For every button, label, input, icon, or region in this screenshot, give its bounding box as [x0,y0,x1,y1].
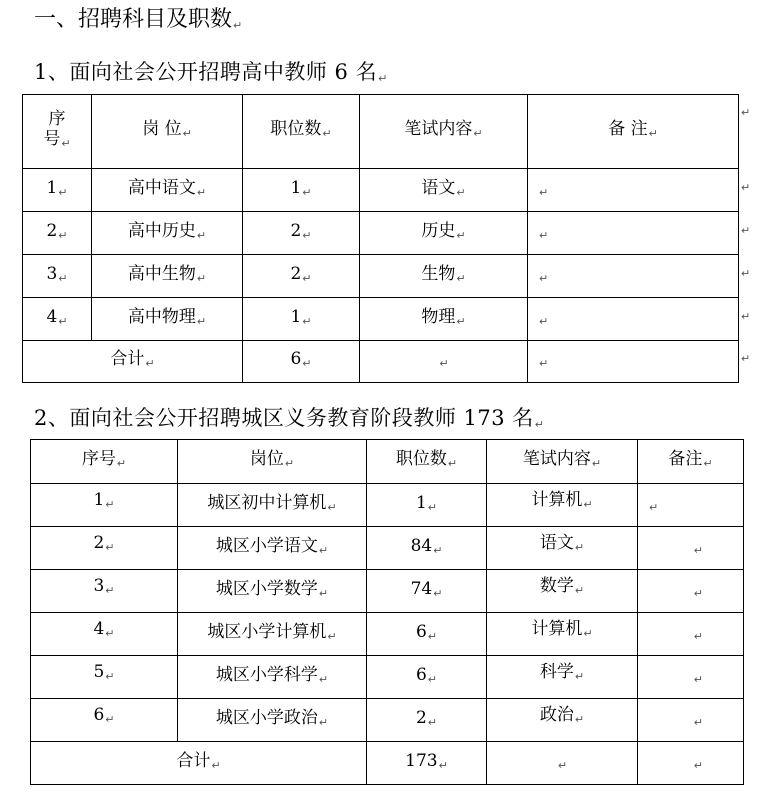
table-row: 4↵ 城区小学计算机↵ 6↵ 计算机↵ ↵ [31,613,744,656]
header-note: 备注↵ [638,440,744,484]
part1-heading: 1、面向社会公开招聘高中教师 6 名↵ [34,60,388,85]
row-end-mark: ↵ [741,106,751,119]
header-exam: 笔试内容↵ [360,95,528,169]
total-count: 173↵ [367,742,487,785]
total-row: 合计↵ 6↵ ↵ ↵ [23,341,739,383]
paragraph-mark: ↵ [378,72,388,85]
table-row: 4↵ 高中物理↵ 1↵ 物理↵ ↵ [23,298,739,341]
row-end-mark: ↵ [741,352,751,365]
row-end-mark: ↵ [741,267,751,280]
section-title: 一、招聘科目及职数↵ [34,7,243,32]
part2-heading: 2、面向社会公开招聘城区义务教育阶段教师 173 名↵ [34,406,545,431]
header-post: 岗 位↵ [92,95,243,169]
primary-middle-table [30,439,744,785]
paragraph-mark: ↵ [233,19,243,32]
header-seq: 序号↵ [31,440,178,484]
table-row: 5↵ 城区小学科学↵ 6↵ 科学↵ ↵ [31,656,744,699]
header-note: 备 注↵ [528,95,739,169]
table-header-row [23,95,739,169]
table-row: 1↵ 城区初中计算机↵ 1↵ 计算机↵ ↵ [31,484,744,527]
table-row: 6↵ 城区小学政治↵ 2↵ 政治↵ ↵ [31,699,744,742]
high-school-table [22,94,739,383]
total-label: 合计↵ [23,341,243,383]
table-row: 2↵ 高中历史↵ 2↵ 历史↵ ↵ [23,212,739,255]
table-header-row [31,440,744,484]
total-count: 6↵ [243,341,360,383]
table-row: 2↵ 城区小学语文↵ 84↵ 语文↵ ↵ [31,527,744,570]
row-end-mark: ↵ [741,224,751,237]
header-count: 职位数↵ [243,95,360,169]
header-count: 职位数↵ [367,440,487,484]
total-row: 合计↵ 173↵ ↵ ↵ [31,742,744,785]
row-end-mark: ↵ [741,310,751,323]
header-seq: 序 号↵ [23,95,92,169]
table-row: 3↵ 城区小学数学↵ 74↵ 数学↵ ↵ [31,570,744,613]
paragraph-mark: ↵ [534,418,545,431]
row-end-mark: ↵ [741,181,751,194]
header-post: 岗位↵ [178,440,367,484]
header-exam: 笔试内容↵ [487,440,638,484]
table-row: 1↵ 高中语文↵ 1↵ 语文↵ ↵ [23,169,739,212]
table-row: 3↵ 高中生物↵ 2↵ 生物↵ ↵ [23,255,739,298]
total-label: 合计↵ [31,742,367,785]
